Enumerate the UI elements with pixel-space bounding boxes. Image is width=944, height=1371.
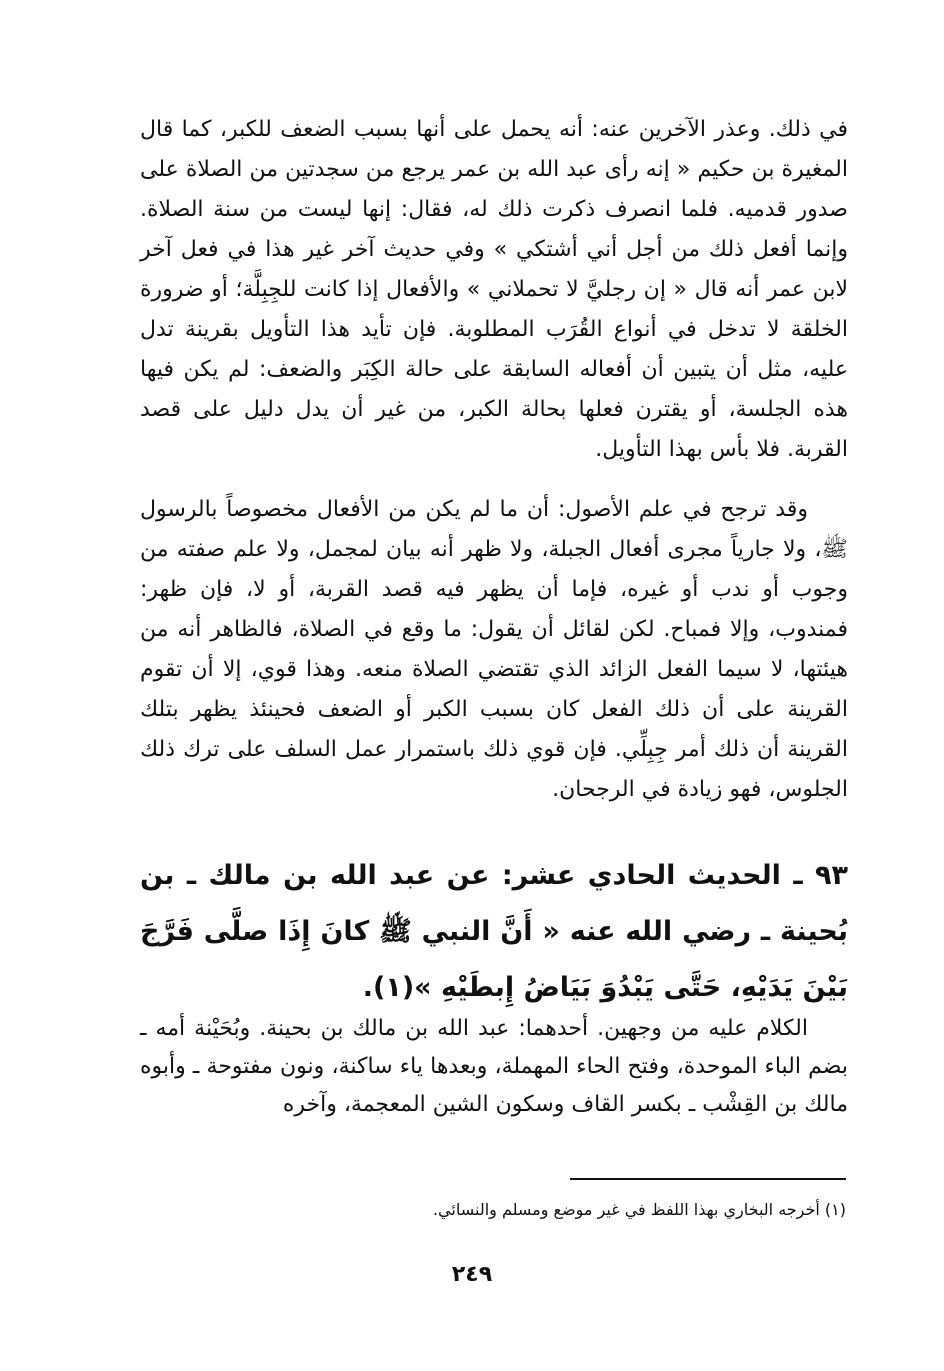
- body-paragraph-2: وقد ترجح في علم الأصول: أن ما لم يكن من الأفعال مخصوصاً بالرسول ﷺ، ولا جارياً مجرى أفعال الجبلة، ولا ظهر أنه بيان لمجمل، ولا علم صفته من وجوب أو ندب أو غيره، فإما أن يظهر فيه قصد القربة، أو لا، فإن ظهر: فمندوب، وإلا فمباح. لكن لقائل أن يقول: ما وقع في الصلاة، فالظاهر أنه من هيئتها، لا سيما الفعل الزائد الذي تقتضي الصلاة منعه. وهذا قوي، إلا أن تقوم القرينة على أن ذلك الفعل كان بسبب الكبر أو الضعف فحينئذ يظهر بتلك القرينة أن ذلك أمر جِبِلِّي. فإن قوي ذلك باستمرار عمل السلف على ترك ذلك الجلوس، فهو زيادة في الرجحان.: [140, 497, 848, 802]
- footnote-divider: [570, 1178, 846, 1180]
- page-number: ٢٤٩: [451, 1262, 493, 1287]
- footnote: (١) أخرجه البخاري بهذا اللفظ في غير موضع ومسلم والنسائي.: [432, 1200, 846, 1219]
- hadith-heading: ٩٣ ـ الحديث الحادي عشر: عن عبد الله بن مالك ـ بن بُحينة ـ رضي الله عنه « أَنَّ النبي ﷺ كانَ إِذَا صلَّى فَرَّجَ بَيْنَ يَدَيْهِ، حَتَّى يَبْدُوَ بَيَاضُ إِبطَيْهِ »(١).: [140, 860, 848, 1003]
- body-paragraph-1: في ذلك. وعذر الآخرين عنه: أنه يحمل على أنها بسبب الضعف للكبر، كما قال المغيرة بن حكيم « إنه رأى عبد الله بن عمر يرجع من سجدتين من الصلاة على صدور قدميه. فلما انصرف ذكرت ذلك له، فقال: إنها ليست من سنة الصلاة. وإنما أفعل ذلك من أجل أني أشتكي » وفي حديث آخر غير هذا في فعل آخر لابن عمر أنه قال « إن رجليَّ لا تحملاني » والأفعال إذا كانت للجِبِلَّة؛ أو ضرورة الخلقة لا تدخل في أنواع القُرَب المطلوبة. فإن تأيد هذا التأويل بقرينة تدل عليه، مثل أن يتبين أن أفعاله السابقة على حالة الكِبَر والضعف: لم يكن فيها هذه الجلسة، أو يقترن فعلها بحالة الكبر، من غير أن يدل دليل على قصد القربة. فلا بأس بهذا التأويل.: [140, 117, 848, 462]
- body-paragraph-3: الكلام عليه من وجهين. أحدهما: عبد الله بن مالك بن بحينة. وبُحَيْنة أمه ـ بضم الباء الموحدة، وفتح الحاء المهملة، وبعدها ياء ساكنة، ونون مفتوحة ـ وأبوه مالك بن القِشْب ـ بكسر القاف وسكون الشين المعجمة، وآخره: [140, 1016, 848, 1117]
